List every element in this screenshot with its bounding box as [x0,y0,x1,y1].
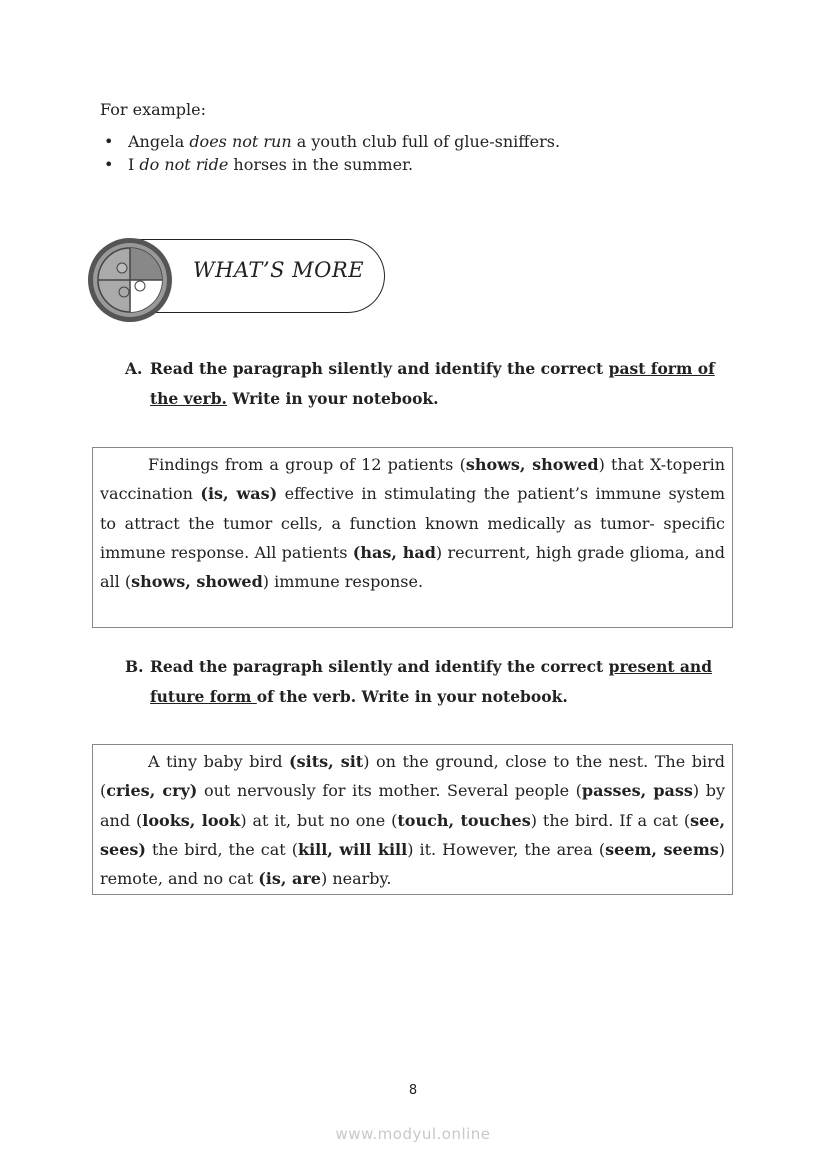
instruction-b [125,652,725,712]
emphasized-verb: does not run [189,132,292,151]
verb-choice: touch, touches [397,810,531,830]
text-segment: ) nearby. [320,869,392,889]
text-segment: ) recurrent, high grade glioma, and all ( [100,542,725,592]
puzzle-icon [86,238,176,324]
text-segment: ) that X-toperin vaccination [100,455,726,504]
example-list [100,130,560,176]
verb-choice: (has, had [352,542,436,562]
example-item [100,130,560,153]
example-item [100,153,560,176]
text-segment: ) at it, but no one ( [240,810,398,830]
verb-choice: looks, look [142,810,241,830]
verb-choice: cries, cry) [106,781,198,801]
section-banner [86,238,386,314]
text-segment: horses in the summer. [228,155,414,174]
paragraph-text [100,747,725,893]
verb-choice: (is, are [258,869,321,889]
verb-choice: shows, showed [465,455,599,474]
example-label: For example: [100,100,207,119]
text-segment: ) it. However, the area ( [407,839,606,859]
underlined-phrase: past form of the verb. [150,359,715,408]
verb-choice: (is, was) [200,484,278,504]
verb-choice: see, sees) [100,810,726,859]
instruction-letter: B. [125,657,144,676]
underlined-phrase: present and future form [150,657,713,706]
instruction-letter: A. [125,359,143,378]
instruction-a [125,354,725,414]
paragraph-box-a [92,447,733,628]
paragraph-box-b [92,744,733,895]
instruction-text [125,354,725,414]
text-segment: ) on the ground, close to the nest. The bird ( [100,752,725,801]
text-segment: Read the paragraph silently and identify the correct [150,657,609,676]
text-segment: ) the bird. If a cat ( [530,810,691,830]
text-segment: ) by and ( [100,781,726,830]
verb-choice: shows, showed [131,572,263,592]
verb-choice: seem, seems [605,839,719,859]
text-segment: Angela [128,132,190,151]
text-segment: out nervously for its mother. Several people ( [197,781,582,801]
paragraph-text [100,450,725,596]
text-segment: A tiny baby bird [148,752,290,771]
verb-choice: passes, pass [581,781,693,801]
text-segment: Findings from a group of 12 patients ( [148,455,466,474]
watermark: www.modyul.online [335,1125,491,1143]
verb-choice: (sits, sit [289,752,364,771]
section-title: WHAT’S MORE [193,258,365,282]
verb-choice: kill, will kill [297,839,408,859]
text-segment: the bird, the cat ( [145,839,298,859]
page-number: 8 [408,1083,418,1098]
text-segment: a youth club full of glue-sniffers. [291,132,561,151]
text-segment: ) remote, and no cat [100,839,726,889]
emphasized-verb: do not ride [139,155,229,174]
text-segment: effective in stimulating the patient’s immune system to attract the tumor cells, a function known medically as tumor- specific immune response. All patients [100,484,726,562]
instruction-text [125,652,725,712]
text-segment: of the verb. Write in your notebook. [256,687,568,706]
text-segment: I [128,155,140,174]
text-segment: ) immune response. [262,572,424,592]
text-segment: Write in your notebook. [226,389,439,408]
text-segment: Read the paragraph silently and identify the correct [150,359,609,378]
